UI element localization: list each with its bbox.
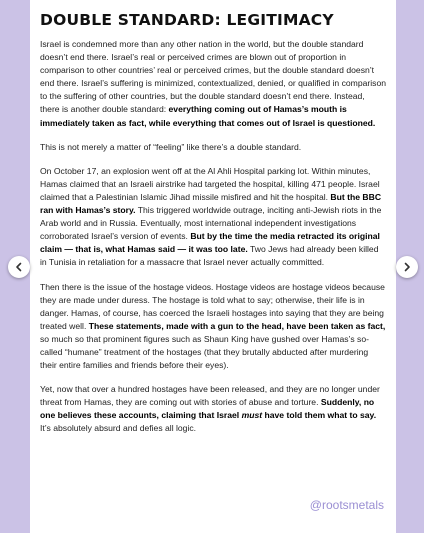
next-slide-button[interactable]	[396, 256, 418, 278]
chevron-right-icon	[402, 262, 412, 272]
page-title: DOUBLE STANDARD: LEGITIMACY	[40, 11, 334, 29]
bold-text: These statements, made with a gun to the head, have been taken as fact,	[88, 320, 386, 331]
body-text: This triggered worldwide outrage, inciting anti-Jewish riots in the Arab world and in Russia. Eventually, most international independent investigations corroborated Israel’s version of events.	[40, 205, 382, 242]
article-paragraph	[40, 141, 386, 154]
article-body	[40, 38, 386, 436]
article-paragraph	[40, 38, 386, 130]
post-card	[30, 0, 396, 533]
bold-text: Suddenly, no one believes these accounts, claiming that Israel	[40, 397, 375, 421]
bold-text: But by the time the media retracted its original claim — that is, what Hamas said — it was too late.	[40, 231, 380, 255]
bold-text	[242, 410, 263, 420]
body-text: Israel is condemned more than any other nation in the world, but the double standard doesn’t end there. Israel’s real or perceived crimes are blown out of proportion in comparison to other countries’ real or perceived crimes, but the double standard doesn’t end there. Israel’s suffering is minimized, contextualized, denied, or qualified in comparison to the suffering of other countries, but the double standard doesn’t end there. Instead, there is another double standard:	[40, 39, 387, 115]
body-text: On October 17, an explosion went off at the Al Ahli Hospital parking lot. Within minutes, Hamas claimed that an Israeli airstrike had targeted the hospital, killing 471 people. Israel claimed that a Palestinian Islamic Jihad missile misfired and hit the hospital.	[40, 165, 380, 202]
body-text: Then there is the issue of the hostage videos. Hostage videos are hostage videos because they are made under duress. The hostage is told what to say; otherwise, their life is in danger. Hamas, of course, has coerced the Israeli hostages into saying that they are being treated well.	[40, 281, 385, 331]
body-text: Two Jews had already been killed in Tunisia in retaliation for a massacre that Israel never actually committed.	[40, 244, 379, 268]
previous-slide-button[interactable]	[8, 256, 30, 278]
chevron-left-icon	[14, 262, 24, 272]
emphasis-text: must	[241, 410, 263, 421]
watermark-handle: @rootsmetals	[309, 498, 384, 512]
article-paragraph	[40, 281, 386, 373]
bold-text: But the BBC ran with Hamas’s story.	[40, 191, 382, 216]
body-text: so much so that prominent figures such as Shaun King have gushed over Hamas’s so-called “humane” treatment of the hostages (that they brutally abducted after murdering their entire families and friends before their eyes).	[40, 333, 369, 371]
bold-text: everything coming out of Hamas’s mouth is immediately taken as fact, while everything that comes out of Israel is questioned.	[40, 104, 376, 128]
body-text: It’s absolutely absurd and defies all logic.	[40, 423, 197, 434]
body-text: Yet, now that over a hundred hostages have been released, and they are no longer under threat from Hamas, they are coming out with stories of abuse and torture.	[40, 384, 380, 408]
body-text: This is not merely a matter of “feeling” like there’s a double standard.	[40, 141, 302, 152]
article-paragraph	[40, 165, 386, 270]
bold-text: have told them what to say.	[262, 410, 377, 421]
article-paragraph	[40, 383, 386, 435]
